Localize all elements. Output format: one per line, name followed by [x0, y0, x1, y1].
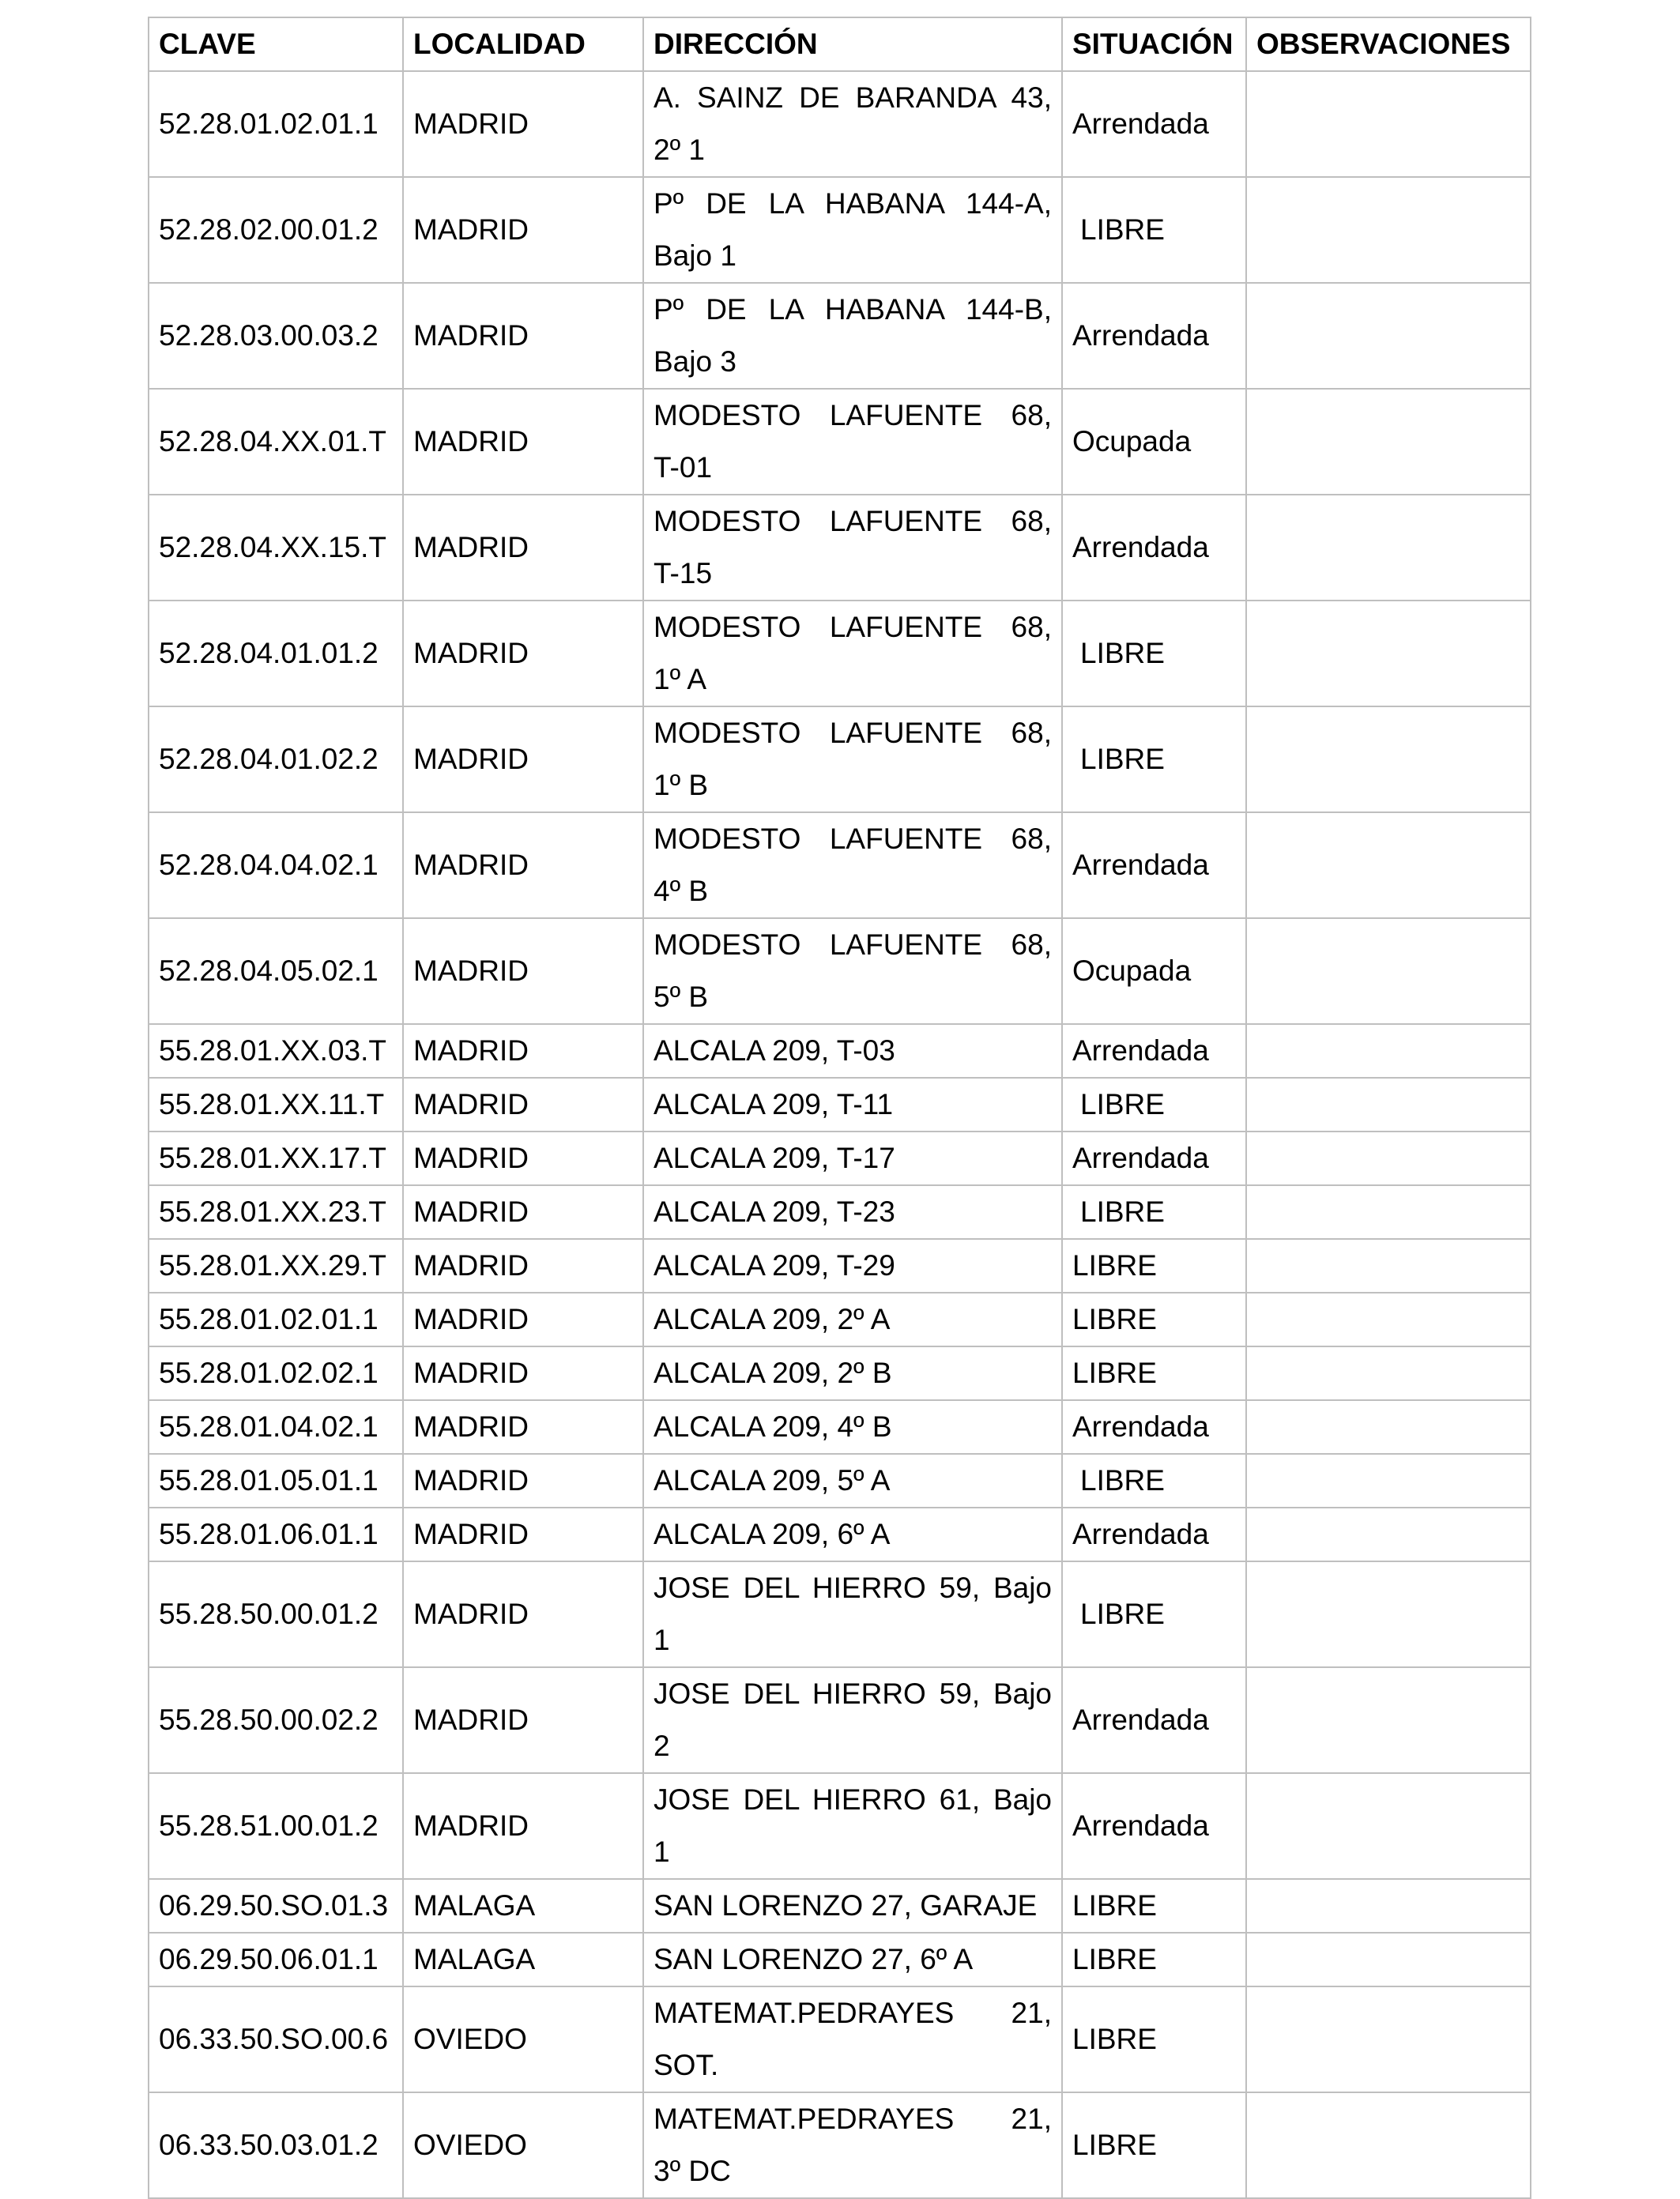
table-row	[149, 1346, 1531, 1400]
header-observaciones: OBSERVACIONES	[1246, 17, 1531, 71]
direccion-line-1: ALCALA 209, T-23	[654, 1196, 895, 1228]
cell-clave: 52.28.04.XX.01.T	[149, 389, 403, 495]
cell-direccion	[643, 706, 1062, 812]
cell-clave: 55.28.51.00.01.2	[149, 1773, 403, 1879]
cell-clave: 52.28.04.01.01.2	[149, 601, 403, 706]
cell-direccion	[643, 1508, 1062, 1561]
cell-situacion: LIBRE	[1062, 1933, 1246, 1986]
direccion-line-1: MATEMAT.PEDRAYES 21,	[654, 2103, 1052, 2135]
cell-clave: 06.33.50.03.01.2	[149, 2092, 403, 2198]
table-row	[149, 1667, 1531, 1773]
table-row	[149, 1508, 1531, 1561]
table-row	[149, 2092, 1531, 2198]
direccion-line-1: MODESTO LAFUENTE 68,	[654, 928, 1052, 961]
table-row	[149, 1561, 1531, 1667]
cell-direccion	[643, 601, 1062, 706]
cell-clave: 55.28.01.XX.11.T	[149, 1078, 403, 1132]
cell-localidad: MADRID	[403, 1078, 643, 1132]
direccion-line-2: 2	[654, 1730, 670, 1762]
cell-localidad: MALAGA	[403, 1933, 643, 1986]
table-row	[149, 1239, 1531, 1293]
header-direccion: DIRECCIÓN	[643, 17, 1062, 71]
cell-localidad: MALAGA	[403, 1879, 643, 1933]
cell-observaciones	[1246, 1561, 1531, 1667]
cell-observaciones	[1246, 918, 1531, 1024]
cell-clave: 52.28.04.05.02.1	[149, 918, 403, 1024]
table-row	[149, 918, 1531, 1024]
table-body	[149, 71, 1531, 2198]
cell-observaciones	[1246, 1454, 1531, 1508]
cell-observaciones	[1246, 1879, 1531, 1933]
table-row	[149, 1454, 1531, 1508]
table-row	[149, 177, 1531, 283]
direccion-line-2: 1	[654, 1624, 670, 1656]
direccion-line-1: ALCALA 209, T-11	[654, 1088, 894, 1120]
direccion-line-2: Bajo 3	[654, 345, 736, 378]
cell-clave: 52.28.04.04.02.1	[149, 812, 403, 918]
direccion-line-1: JOSE DEL HIERRO 59, Bajo	[654, 1677, 1052, 1710]
cell-clave: 52.28.04.XX.15.T	[149, 495, 403, 601]
cell-situacion: LIBRE	[1062, 1293, 1246, 1346]
direccion-line-1: A. SAINZ DE BARANDA 43,	[654, 81, 1052, 114]
cell-clave: 55.28.50.00.02.2	[149, 1667, 403, 1773]
table-row	[149, 1078, 1531, 1132]
direccion-line-1: MODESTO LAFUENTE 68,	[654, 717, 1052, 749]
direccion-line-2: 5º B	[654, 981, 709, 1013]
direccion-line-1: ALCALA 209, 4º B	[654, 1410, 892, 1443]
cell-situacion: LIBRE	[1062, 1185, 1246, 1239]
cell-situacion: Arrendada	[1062, 1132, 1246, 1185]
cell-clave: 52.28.04.01.02.2	[149, 706, 403, 812]
cell-clave: 55.28.01.02.02.1	[149, 1346, 403, 1400]
cell-observaciones	[1246, 1773, 1531, 1879]
table-row	[149, 706, 1531, 812]
direccion-line-2: 3º DC	[654, 2155, 731, 2187]
cell-observaciones	[1246, 71, 1531, 177]
table-row	[149, 1986, 1531, 2092]
direccion-line-2: Bajo 1	[654, 239, 736, 272]
cell-localidad: MADRID	[403, 71, 643, 177]
cell-clave: 06.29.50.06.01.1	[149, 1933, 403, 1986]
cell-direccion	[643, 1986, 1062, 2092]
cell-situacion: LIBRE	[1062, 1561, 1246, 1667]
direccion-line-1: MODESTO LAFUENTE 68,	[654, 505, 1052, 537]
direccion-line-1: ALCALA 209, 5º A	[654, 1464, 891, 1497]
cell-localidad: MADRID	[403, 1239, 643, 1293]
cell-observaciones	[1246, 1986, 1531, 2092]
cell-observaciones	[1246, 1346, 1531, 1400]
direccion-line-1: MATEMAT.PEDRAYES 21,	[654, 1997, 1052, 2029]
direccion-line-1: ALCALA 209, T-29	[654, 1249, 895, 1282]
cell-situacion: Arrendada	[1062, 812, 1246, 918]
cell-observaciones	[1246, 1239, 1531, 1293]
direccion-line-1: JOSE DEL HIERRO 61, Bajo	[654, 1783, 1052, 1816]
cell-clave: 55.28.01.06.01.1	[149, 1508, 403, 1561]
direccion-line-1: ALCALA 209, 2º B	[654, 1357, 892, 1389]
cell-observaciones	[1246, 177, 1531, 283]
cell-situacion: Arrendada	[1062, 1400, 1246, 1454]
table-row	[149, 1132, 1531, 1185]
direccion-line-1: Pº DE LA HABANA 144-A,	[654, 187, 1052, 220]
cell-direccion	[643, 1239, 1062, 1293]
table-header-row	[149, 17, 1531, 71]
cell-situacion: Arrendada	[1062, 283, 1246, 389]
cell-observaciones	[1246, 1185, 1531, 1239]
cell-situacion: Arrendada	[1062, 1773, 1246, 1879]
table-row	[149, 1773, 1531, 1879]
cell-localidad: MADRID	[403, 1773, 643, 1879]
cell-clave: 55.28.01.XX.23.T	[149, 1185, 403, 1239]
direccion-line-2: 1º A	[654, 663, 707, 695]
cell-direccion	[643, 1773, 1062, 1879]
table-row	[149, 1024, 1531, 1078]
cell-clave: 55.28.01.XX.17.T	[149, 1132, 403, 1185]
cell-situacion: Ocupada	[1062, 389, 1246, 495]
direccion-line-1: MODESTO LAFUENTE 68,	[654, 611, 1052, 643]
cell-situacion: Arrendada	[1062, 71, 1246, 177]
table-row	[149, 1879, 1531, 1933]
cell-localidad: MADRID	[403, 389, 643, 495]
cell-localidad: MADRID	[403, 1667, 643, 1773]
cell-clave: 06.33.50.SO.00.6	[149, 1986, 403, 2092]
cell-direccion	[643, 1667, 1062, 1773]
cell-clave: 55.28.01.02.01.1	[149, 1293, 403, 1346]
property-table	[148, 17, 1531, 2199]
direccion-line-1: MODESTO LAFUENTE 68,	[654, 399, 1052, 431]
cell-direccion	[643, 1132, 1062, 1185]
cell-localidad: MADRID	[403, 601, 643, 706]
direccion-line-2: 1º B	[654, 769, 709, 801]
cell-situacion: LIBRE	[1062, 1986, 1246, 2092]
table-row	[149, 812, 1531, 918]
cell-observaciones	[1246, 1400, 1531, 1454]
cell-situacion: LIBRE	[1062, 706, 1246, 812]
cell-clave: 55.28.50.00.01.2	[149, 1561, 403, 1667]
table-row	[149, 1400, 1531, 1454]
cell-clave: 06.29.50.SO.01.3	[149, 1879, 403, 1933]
header-situacion: SITUACIÓN	[1062, 17, 1246, 71]
cell-clave: 55.28.01.05.01.1	[149, 1454, 403, 1508]
cell-direccion	[643, 1346, 1062, 1400]
cell-localidad: MADRID	[403, 1293, 643, 1346]
direccion-line-1: JOSE DEL HIERRO 59, Bajo	[654, 1572, 1052, 1604]
cell-direccion	[643, 1454, 1062, 1508]
cell-direccion	[643, 495, 1062, 601]
cell-clave: 55.28.01.XX.03.T	[149, 1024, 403, 1078]
cell-localidad: MADRID	[403, 1400, 643, 1454]
header-localidad: LOCALIDAD	[403, 17, 643, 71]
cell-direccion	[643, 1024, 1062, 1078]
cell-localidad: MADRID	[403, 1024, 643, 1078]
cell-situacion: Arrendada	[1062, 1667, 1246, 1773]
table-row	[149, 389, 1531, 495]
cell-situacion: LIBRE	[1062, 1879, 1246, 1933]
cell-localidad: OVIEDO	[403, 1986, 643, 2092]
cell-observaciones	[1246, 812, 1531, 918]
cell-localidad: MADRID	[403, 1185, 643, 1239]
cell-direccion	[643, 177, 1062, 283]
table-row	[149, 1293, 1531, 1346]
cell-clave: 55.28.01.04.02.1	[149, 1400, 403, 1454]
cell-observaciones	[1246, 706, 1531, 812]
cell-localidad: MADRID	[403, 1508, 643, 1561]
cell-observaciones	[1246, 2092, 1531, 2198]
cell-localidad: MADRID	[403, 177, 643, 283]
cell-observaciones	[1246, 283, 1531, 389]
cell-localidad: MADRID	[403, 812, 643, 918]
cell-direccion	[643, 71, 1062, 177]
cell-localidad: MADRID	[403, 1346, 643, 1400]
cell-direccion	[643, 1561, 1062, 1667]
cell-observaciones	[1246, 1667, 1531, 1773]
cell-situacion: LIBRE	[1062, 177, 1246, 283]
table-row	[149, 601, 1531, 706]
direccion-line-1: SAN LORENZO 27, 6º A	[654, 1943, 974, 1975]
cell-localidad: MADRID	[403, 1132, 643, 1185]
direccion-line-1: ALCALA 209, T-03	[654, 1034, 895, 1067]
direccion-line-2: 1	[654, 1836, 670, 1868]
cell-observaciones	[1246, 1508, 1531, 1561]
cell-observaciones	[1246, 1933, 1531, 1986]
direccion-line-2: T-15	[654, 557, 713, 589]
direccion-line-2: 2º 1	[654, 134, 705, 166]
direccion-line-1: ALCALA 209, 2º A	[654, 1303, 891, 1335]
cell-situacion: LIBRE	[1062, 1078, 1246, 1132]
table-row	[149, 283, 1531, 389]
table-row	[149, 495, 1531, 601]
direccion-line-1: ALCALA 209, T-17	[654, 1142, 895, 1174]
cell-observaciones	[1246, 1024, 1531, 1078]
cell-localidad: MADRID	[403, 918, 643, 1024]
direccion-line-1: MODESTO LAFUENTE 68,	[654, 823, 1052, 855]
cell-situacion: Arrendada	[1062, 1024, 1246, 1078]
cell-direccion	[643, 2092, 1062, 2198]
cell-clave: 52.28.01.02.01.1	[149, 71, 403, 177]
cell-situacion: LIBRE	[1062, 2092, 1246, 2198]
cell-clave: 55.28.01.XX.29.T	[149, 1239, 403, 1293]
cell-situacion: LIBRE	[1062, 1346, 1246, 1400]
cell-clave: 52.28.03.00.03.2	[149, 283, 403, 389]
cell-observaciones	[1246, 1132, 1531, 1185]
cell-direccion	[643, 1933, 1062, 1986]
cell-situacion: LIBRE	[1062, 1454, 1246, 1508]
header-clave: CLAVE	[149, 17, 403, 71]
cell-direccion	[643, 283, 1062, 389]
cell-direccion	[643, 1078, 1062, 1132]
cell-direccion	[643, 1400, 1062, 1454]
cell-situacion: LIBRE	[1062, 1239, 1246, 1293]
cell-observaciones	[1246, 389, 1531, 495]
cell-localidad: OVIEDO	[403, 2092, 643, 2198]
direccion-line-1: Pº DE LA HABANA 144-B,	[654, 293, 1052, 326]
cell-situacion: Ocupada	[1062, 918, 1246, 1024]
cell-observaciones	[1246, 495, 1531, 601]
cell-localidad: MADRID	[403, 1561, 643, 1667]
direccion-line-1: SAN LORENZO 27, GARAJE	[654, 1889, 1038, 1922]
cell-observaciones	[1246, 601, 1531, 706]
cell-direccion	[643, 389, 1062, 495]
cell-direccion	[643, 1185, 1062, 1239]
table-row	[149, 71, 1531, 177]
direccion-line-2: 4º B	[654, 875, 709, 907]
direccion-line-1: ALCALA 209, 6º A	[654, 1518, 891, 1550]
cell-localidad: MADRID	[403, 283, 643, 389]
cell-localidad: MADRID	[403, 706, 643, 812]
cell-observaciones	[1246, 1293, 1531, 1346]
cell-clave: 52.28.02.00.01.2	[149, 177, 403, 283]
cell-direccion	[643, 1879, 1062, 1933]
cell-observaciones	[1246, 1078, 1531, 1132]
cell-direccion	[643, 1293, 1062, 1346]
cell-localidad: MADRID	[403, 495, 643, 601]
cell-direccion	[643, 918, 1062, 1024]
table-row	[149, 1185, 1531, 1239]
cell-situacion: LIBRE	[1062, 601, 1246, 706]
cell-situacion: Arrendada	[1062, 1508, 1246, 1561]
cell-localidad: MADRID	[403, 1454, 643, 1508]
direccion-line-2: T-01	[654, 451, 713, 484]
table-row	[149, 1933, 1531, 1986]
cell-situacion: Arrendada	[1062, 495, 1246, 601]
cell-direccion	[643, 812, 1062, 918]
direccion-line-2: SOT.	[654, 2049, 719, 2081]
